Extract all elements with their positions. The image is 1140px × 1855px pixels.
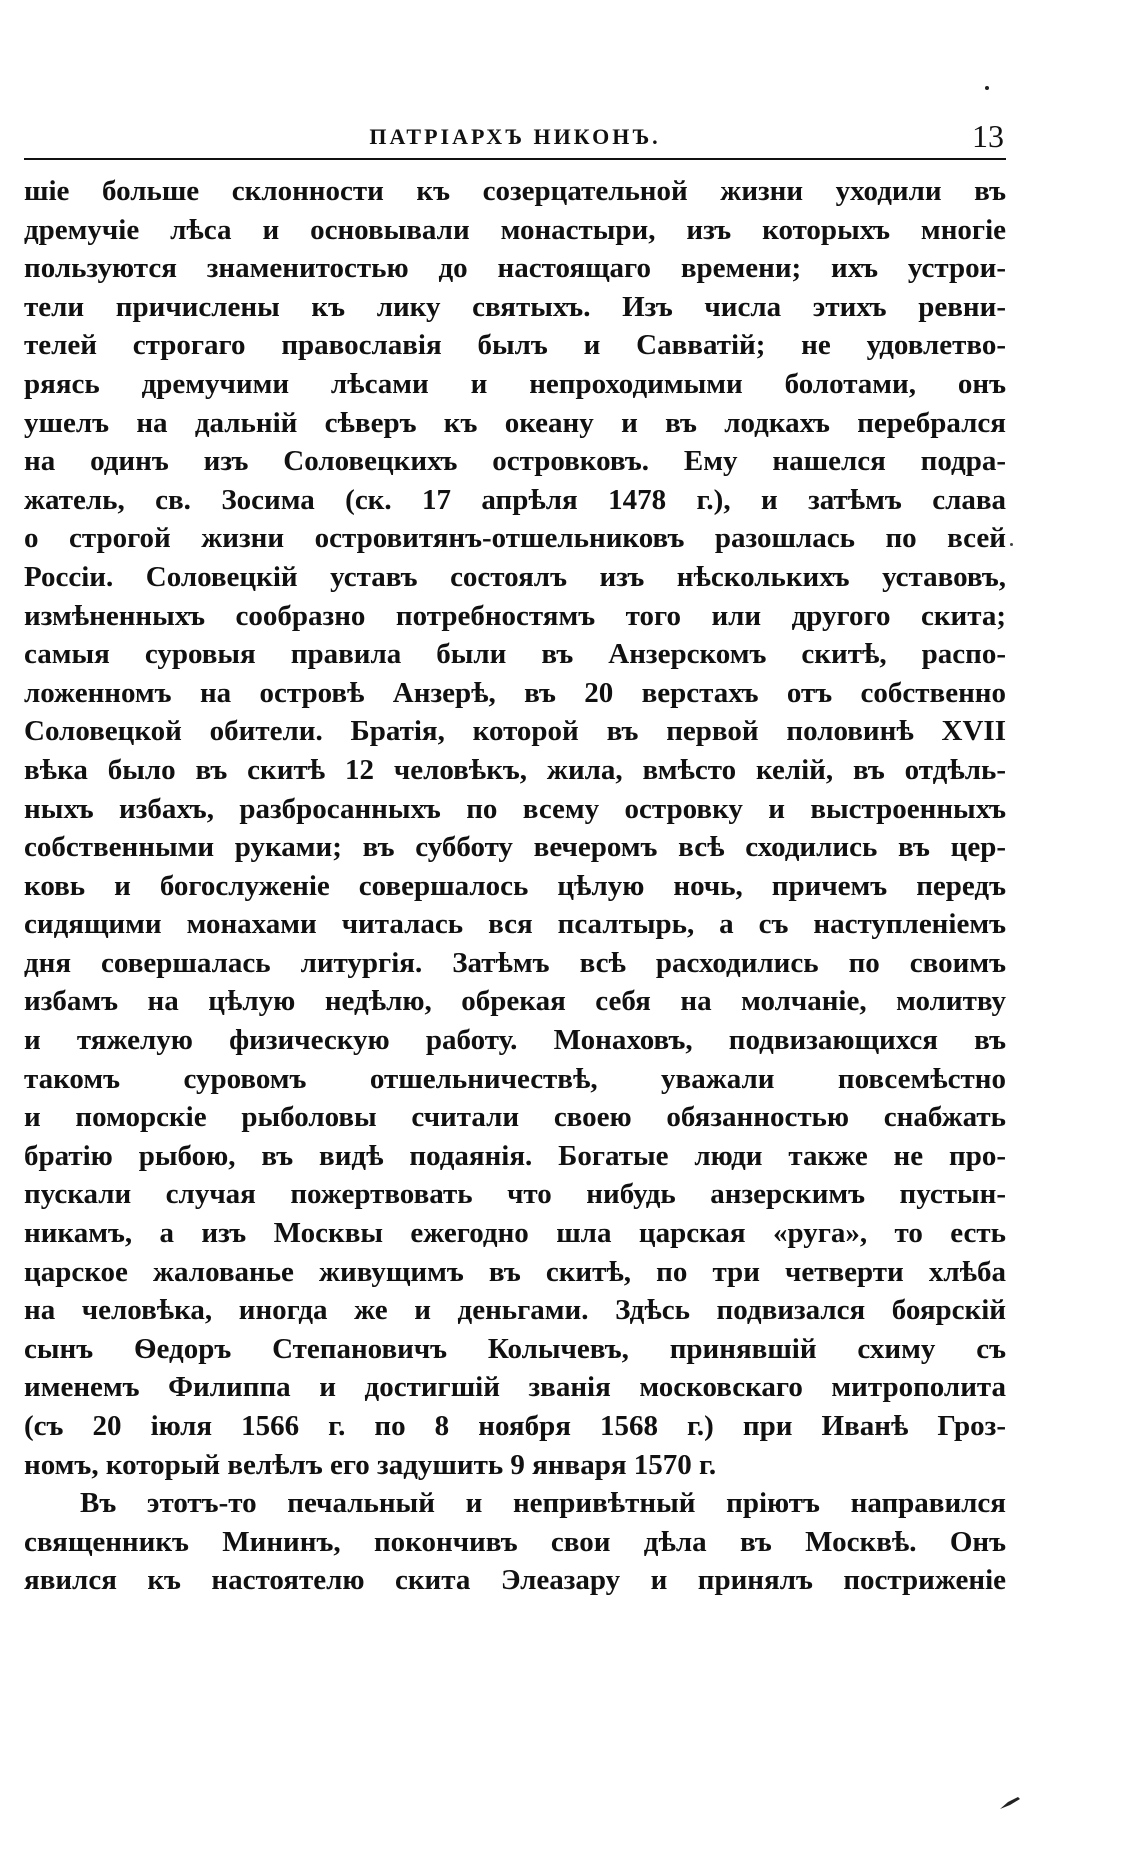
text-line: жатель, св. Зосима (ск. 17 апрѣля 1478 г.), и затѣмъ слава [24,483,1006,516]
text-line: самыя суровыя правила были въ Анзерскомъ скитѣ, распо- [24,638,1006,671]
text-line: именемъ Филиппа и достигшій званія московскаго митрополита [24,1371,1006,1404]
text-line: вѣка было въ скитѣ 12 человѣкъ, жила, вмѣсто келій, въ отдѣль- [24,753,1006,786]
text-line: ложенномъ на островѣ Анзерѣ, въ 20 верстахъ отъ собственно [24,676,1006,709]
text-line: телей строгаго православія былъ и Савватій; не удовлетво- [24,329,1006,362]
text-line: братію рыбою, въ видѣ подаянія. Богатые люди также не про- [24,1139,1006,1172]
running-header [24,118,1006,160]
text-line: явился къ настоятелю скита Элеазару и принялъ постриженіе [24,1564,1006,1597]
text-line: такомъ суровомъ отшельничествѣ, уважали повсемѣстно [24,1062,1006,1095]
text-line: и поморскіе рыболовы считали своею обязанностью снабжать [24,1101,1006,1134]
text-line: (съ 20 іюля 1566 г. по 8 ноября 1568 г.) при Иванѣ Гроз- [24,1410,1006,1442]
text-line: сынъ Ѳедоръ Степановичъ Колычевъ, принявшій схиму съ [24,1332,1006,1365]
text-line: Соловецкой обители. Братія, которой въ первой половинѣ XVII [24,715,1006,748]
text-line: священникъ Мининъ, покончивъ свои дѣла въ Москвѣ. Онъ [24,1525,1006,1558]
body-text [24,172,1006,1600]
text-line: и тяжелую физическую работу. Монаховъ, подвизающихся въ [24,1024,1006,1057]
ink-speck [985,86,989,90]
text-line: пользуются знаменитостью до настоящаго времени; ихъ устрои- [24,252,1006,285]
text-line: ковь и богослуженіе совершалось цѣлую ночь, причемъ передъ [24,869,1006,902]
text-line: пускали случая пожертвовать что нибудь анзерскимъ пустын- [24,1178,1006,1211]
text-line: никамъ, а изъ Москвы ежегодно шла царская «руга», то есть [24,1217,1006,1250]
text-line: измѣненныхъ сообразно потребностямъ того или другого скита; [24,599,1006,632]
text-line: дремучіе лѣса и основывали монастыри, изъ которыхъ многіе [24,213,1006,246]
text-line: шіе больше склонности къ созерцательной жизни уходили въ [24,175,1006,207]
text-line: избамъ на цѣлую недѣлю, обрекая себя на молчаніе, молитву [24,985,1006,1018]
text-line: царское жалованье живущимъ въ скитѣ, по три четверти хлѣба [24,1255,1006,1288]
ink-stroke [998,1794,1022,1812]
text-line: ряясь дремучими лѣсами и непроходимыми болотами, онъ [24,367,1006,400]
text-line: Россіи. Соловецкій уставъ состоялъ изъ нѣсколькихъ уставовъ, [24,560,1006,593]
text-line: Въ этотъ-то печальный и непривѣтный пріютъ направился [80,1487,1006,1520]
text-line: на человѣка, иногда же и деньгами. Здѣсь подвизался боярскій [24,1294,1006,1327]
text-line: дня совершалась литургія. Затѣмъ всѣ расходились по своимъ [24,946,1006,979]
text-line: на одинъ изъ Соловецкихъ островковъ. Ему нашелся подра- [24,445,1006,478]
running-title: ПАТРІАРХЪ НИКОНЪ. [369,124,661,149]
text-line: сидящими монахами читалась вся псалтырь, а съ наступленіемъ [24,908,1006,941]
text-line: о строгой жизни островитянъ-отшельниковъ разошлась по всей [24,522,1006,555]
text-line: ныхъ избахъ, разбросанныхъ по всему островку и выстроенныхъ [24,792,1006,825]
text-line: собственными руками; въ субботу вечеромъ всѣ сходились въ цер- [24,831,1006,864]
text-line: тели причислены къ лику святыхъ. Изъ числа этихъ ревни- [24,290,1006,323]
ink-speck [1010,543,1013,546]
page-number: 13 [972,118,1004,154]
text-line: номъ, который велѣлъ его задушить 9 января 1570 г. [24,1448,717,1481]
text-line: ушелъ на дальній сѣверъ къ океану и въ лодкахъ перебрался [24,406,1006,439]
